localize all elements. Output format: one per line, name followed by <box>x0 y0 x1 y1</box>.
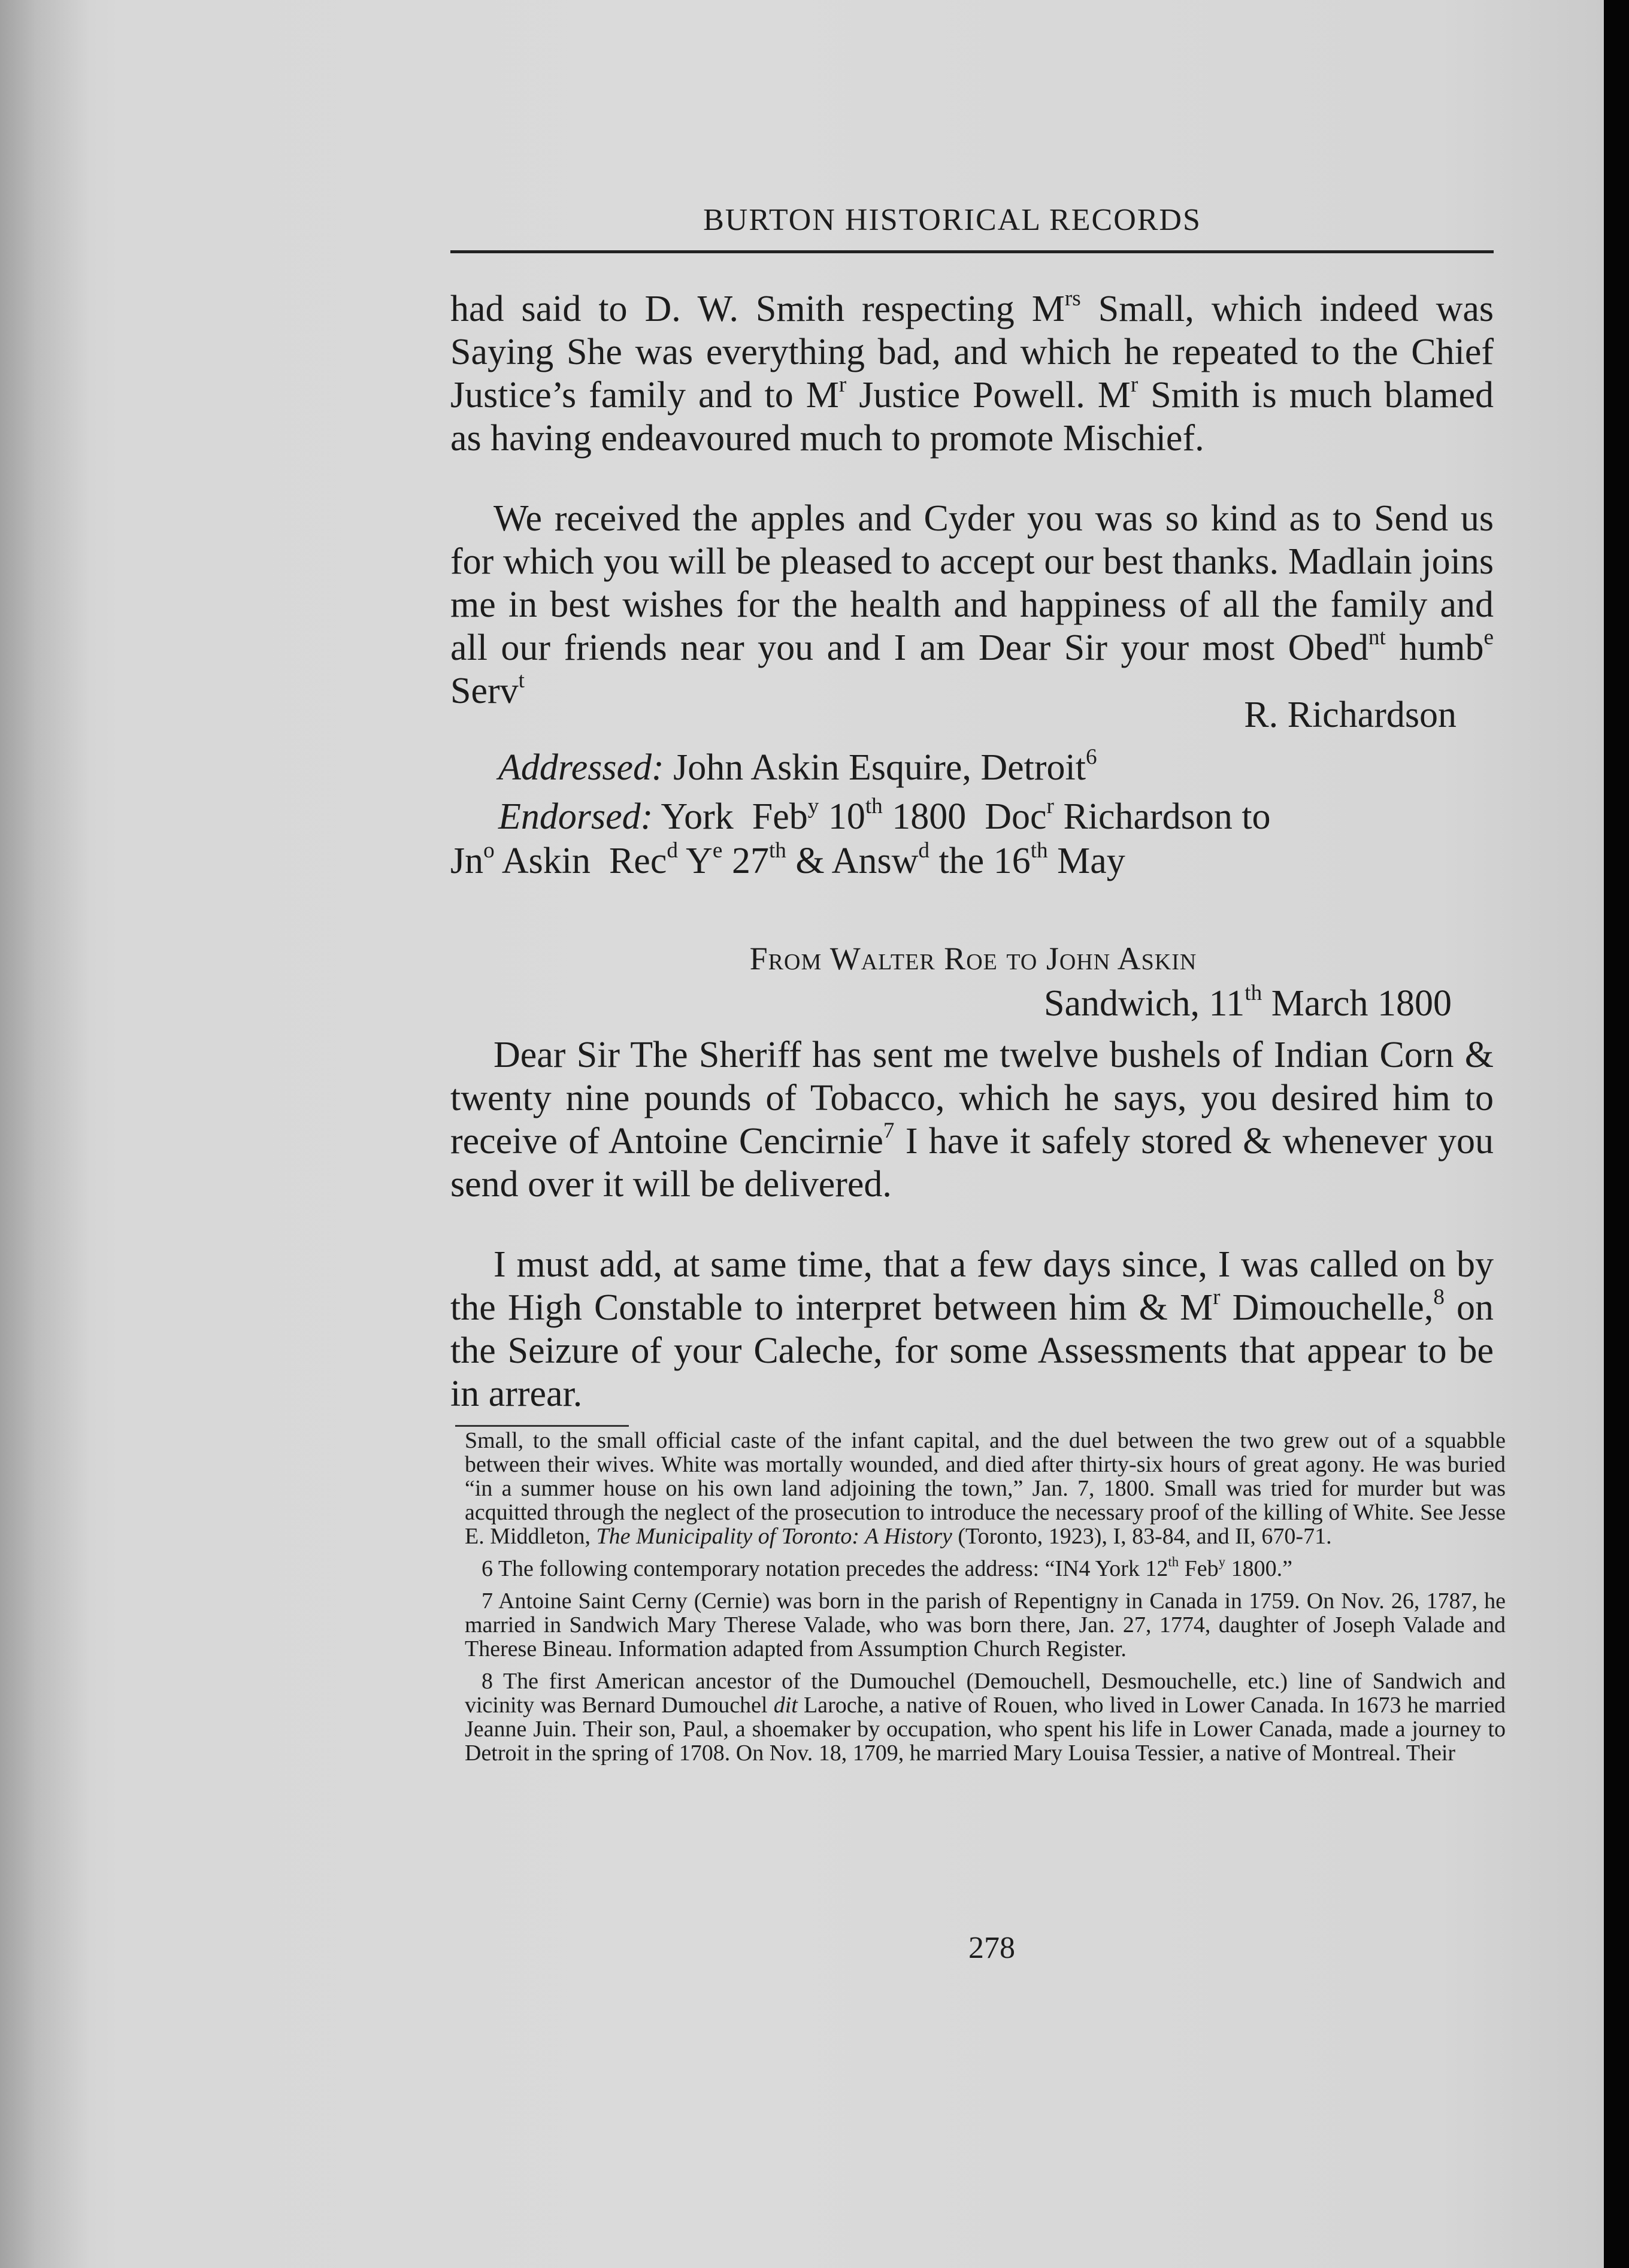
letter1-paragraph2: We received the apples and Cyder you was so kind as to Send us for which you will be pleased to accept our best thanks. Madlain joins me in best wishes for the health and happiness of all the family and all our friends near you and I am Dear Sir your most Obed$^{nt}$ humb$^e$ Serv$^t$ <box>450 498 1494 711</box>
footnote-8: 8 The first American ancestor of the Dumouchel (Demouchell, Desmouchelle, etc.) line of Sandwich and vicinity was Bernard Dumouchel dit Laroche, a native of Rouen, who lived in Lower Canada. In 1673 he married Jeanne Juin. Their son, Paul, a shoemaker by occupation, who spent his life in Lower Canada, made a journey to Detroit in the spring of 1708. On Nov. 18, 1709, he married Mary Louisa Tessier, a native of Montreal. Their <box>465 1669 1506 1766</box>
letter1-paragraph1: had said to D. W. Smith respecting $M^{rs}$ Small, which indeed was Saying She was everything bad, and which he repeated to the Chief Justice’s family and to $M^r$ Justice Powell. $M^r$ Smith is much blamed as having endeavoured much to promote Mischief. <box>450 286 1494 459</box>
letter2-heading: From Walter Roe to John Askin <box>749 941 1197 977</box>
letter2-dateline: Sandwich, 11th March 1800 <box>1044 980 1452 1024</box>
footnote-7: 7 Antoine Saint Cerny (Cernie) was born in the parish of Repentigny in Canada in 1759. On Nov. 26, 1787, he married in Sandwich Mary Therese Valade, who was born there, Jan. 27, 1774, daughter of Joseph Valade and Therese Bineau. Information adapted from Assumption Church Register. <box>465 1588 1506 1661</box>
letter2-paragraph1: Dear Sir The Sheriff has sent me twelve bushels of Indian Corn & twenty nine pounds of Tobacco, which he says, you desired him to receive of Antoine Cencirnie$^7$ I have it safely stored & whenever you send over it will be delivered. <box>450 1035 1494 1205</box>
header-rule <box>450 250 1494 253</box>
addressed-line: Addressed: John Askin Esquire, Detroit$^6$ <box>498 744 1097 788</box>
endorsed-line-1: Endorsed: York Feb$^y$ 10th 1800 Doc$^r$ Richardson to <box>498 793 1271 837</box>
page-number: 278 <box>968 1931 1015 1965</box>
signature: R. Richardson <box>1244 695 1457 735</box>
page-fold-shadow <box>0 0 90 2268</box>
letter2-paragraph2: I must add, at same time, that a few days since, I was called on by the High Constable to interpret between him & $M^r$ Dimouchelle,$^8$ on the Seizure of your Caleche, for some Assessments that appear to be in arrear. <box>450 1244 1494 1414</box>
footnote-rule <box>455 1425 629 1427</box>
footnote-6: 6 The following contemporary notation precedes the address: “IN4 York 12th Feb$^y$ 1800.” <box>482 1554 1292 1581</box>
addressed-label: Addressed: <box>498 747 664 788</box>
running-header: BURTON HISTORICAL RECORDS <box>703 203 1201 237</box>
footnotes <box>465 1429 1506 1773</box>
scan-edge <box>1604 0 1629 2268</box>
endorsed-line-2: Jn$^o$ Askin Rec$^d$ $Y^e$ 27th & Answ$^d$ the 16th May <box>450 838 1125 881</box>
footnote-continued: Small, to the small official caste of the infant capital, and the duel between the two grew out of a squabble between their wives. White was mortally wounded, and died after thirty-six hours of great agony. He was buried “in a summer house on his own land adjoining the town,” Jan. 7, 1800. Small was tried for murder but was acquitted through the neglect of the prosecution to introduce the necessary proof of the killing of White. See Jesse E. Middleton, The Municipality of Toronto: A History (Toronto, 1923), I, 83-84, and II, 670-71. <box>465 1428 1506 1549</box>
endorsed-label: Endorsed: <box>498 796 653 837</box>
